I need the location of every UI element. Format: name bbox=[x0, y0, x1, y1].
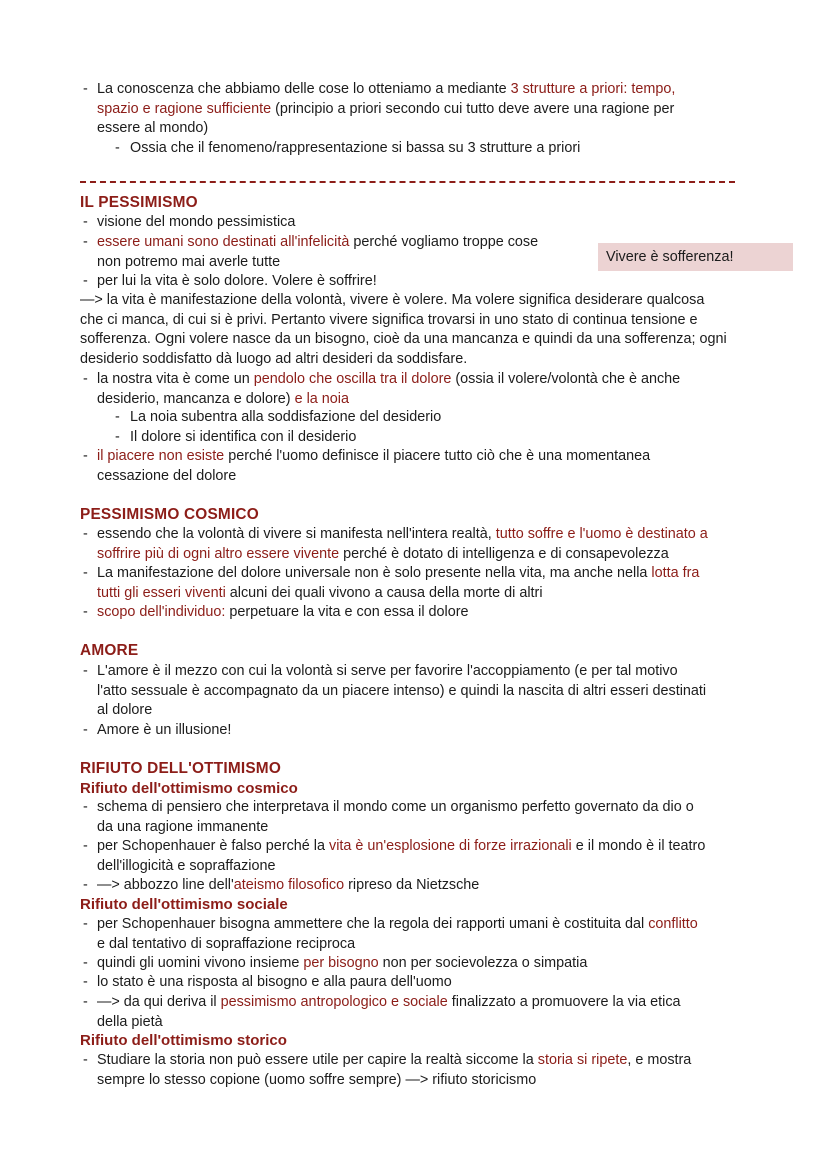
rst-b1-text-2: , e mostra bbox=[627, 1052, 692, 1068]
rifiuto-sociale-bullet-4 bbox=[83, 993, 681, 1032]
amore-b1-line: l'atto sessuale è accompagnato da un piacere intenso) e quindi la nascita di altri esseri destinati bbox=[97, 682, 707, 699]
rs-b4-text: —> da qui deriva il bbox=[97, 994, 221, 1010]
paragraph-line: sofferenza. Ogni volere nasce da un bisogno, cioè da una mancanza e quindi da una sofferenza; ogni bbox=[80, 331, 727, 348]
rifiuto-sociale-bullet-2 bbox=[83, 954, 587, 974]
intro-sub-bullet bbox=[115, 139, 580, 159]
amore-b1-line: al dolore bbox=[97, 702, 153, 719]
pessimismo-b4-text-3: desiderio, mancanza e dolore) bbox=[97, 390, 291, 407]
rs-b4-highlight: pessimismo antropologico e sociale bbox=[220, 994, 448, 1010]
cosmico-b2-highlight: lotta fra bbox=[651, 565, 700, 581]
rs-b4-text-3: della pietà bbox=[97, 1013, 163, 1030]
cosmico-b2-highlight-2: tutti gli esseri viventi bbox=[97, 584, 226, 601]
pessimismo-sub-2 bbox=[115, 428, 356, 448]
pessimismo-b5-text-2: cessazione del dolore bbox=[97, 467, 237, 484]
rifiuto-cosmico-bullet-1 bbox=[83, 798, 694, 837]
rifiuto-cosmico-b1-line: - schema di pensiero che interpretava il mondo come un organismo perfetto governato da dio o bbox=[97, 799, 694, 815]
section-divider bbox=[80, 181, 735, 183]
pessimismo-bullet-1 bbox=[83, 213, 295, 233]
pessimismo-bullet-4 bbox=[83, 370, 680, 409]
rifiuto-sociale-heading: Rifiuto dell'ottimismo sociale bbox=[80, 896, 288, 913]
cosmico-b1-text-2: perché è dotato di intelligenza e di consapevolezza bbox=[339, 545, 669, 562]
rs-b2-highlight: per bisogno bbox=[303, 955, 379, 971]
pessimismo-heading: IL PESSIMISMO bbox=[80, 194, 198, 211]
cosmico-bullet-1 bbox=[83, 525, 708, 564]
pessimismo-b4-text: la nostra vita è come un bbox=[97, 371, 254, 387]
rifiuto-storico-heading: Rifiuto dell'ottimismo storico bbox=[80, 1032, 287, 1049]
amore-bullet-2 bbox=[83, 721, 231, 741]
cosmico-b1-highlight: tutto soffre e l'uomo è destinato a bbox=[495, 526, 708, 542]
rst-b1-highlight: storia si ripete bbox=[537, 1052, 628, 1068]
rifiuto-sociale-bullet-3 bbox=[83, 973, 452, 993]
rst-b1-text: Studiare la storia non può essere utile per capire la realtà siccome la bbox=[97, 1052, 538, 1068]
intro-highlight-2: spazio e ragione sufficiente bbox=[97, 100, 272, 117]
amore-heading: AMORE bbox=[80, 642, 139, 659]
pessimismo-b4-text-2: (ossia il volere/volontà che è anche bbox=[451, 371, 681, 387]
rifiuto-cosmico-b1-line: da una ragione immanente bbox=[97, 818, 269, 835]
cosmico-bullet-3 bbox=[83, 603, 469, 623]
intro-text-2: (principio a priori secondo cui tutto deve avere una ragione per bbox=[271, 100, 675, 117]
rifiuto-cosmico-bullet-3 bbox=[83, 876, 479, 896]
paragraph-line: —> la vita è manifestazione della volontà, vivere è volere. Ma volere significa desiderare qualcosa bbox=[80, 292, 705, 308]
rc-b2-text: per Schopenhauer è falso perché la bbox=[97, 838, 330, 854]
rc-b2-text-3: dell'illogicità e sopraffazione bbox=[97, 857, 276, 874]
rs-b2-text: quindi gli uomini vivono insieme bbox=[97, 955, 304, 971]
rs-b4-text-2: finalizzato a promuovere la via etica bbox=[447, 994, 681, 1010]
rs-b1-highlight: conflitto bbox=[648, 916, 698, 932]
rifiuto-heading: RIFIUTO DELL'OTTIMISMO bbox=[80, 760, 281, 777]
rc-b2-highlight: vita è un'esplosione di forze irrazionali bbox=[329, 838, 572, 854]
amore-b2-text: - Amore è un illusione! bbox=[97, 722, 232, 738]
intro-bullet-1 bbox=[83, 80, 675, 139]
rifiuto-storico-bullet-1 bbox=[83, 1051, 691, 1090]
pessimismo-b4-highlight-2: e la noia bbox=[290, 390, 349, 407]
paragraph-line: desiderio soddisfatto dà luogo ad altri desideri da soddisfare. bbox=[80, 350, 468, 367]
rs-b1-text: per Schopenhauer bisogna ammettere che la regola dei rapporti umani è costituita dal bbox=[97, 916, 649, 932]
amore-bullet-1 bbox=[83, 662, 706, 721]
intro-text: La conoscenza che abbiamo delle cose lo otteniamo a mediante bbox=[97, 81, 511, 97]
rifiuto-cosmico-bullet-2 bbox=[83, 837, 705, 876]
cosmico-b3-highlight: scopo dell'individuo: bbox=[97, 604, 226, 620]
pessimismo-sub-1 bbox=[115, 408, 441, 428]
cosmico-b1-text: essendo che la volontà di vivere si manifesta nell'intera realtà, bbox=[97, 526, 496, 542]
pessimismo-b5-text: perché l'uomo definisce il piacere tutto ciò che è una momentanea bbox=[224, 448, 651, 464]
intro-highlight: 3 strutture a priori: tempo, bbox=[510, 81, 676, 97]
rs-b1-text-2: e dal tentativo di sopraffazione reciproca bbox=[97, 935, 356, 952]
amore-b1-line: - L'amore è il mezzo con cui la volontà si serve per favorire l'accoppiamento (e per tal motivo bbox=[97, 663, 678, 679]
pessimismo-b2-highlight: essere umani sono destinati all'infelicità bbox=[97, 234, 350, 250]
rs-b3-text: - lo stato è una risposta al bisogno e alla paura dell'uomo bbox=[97, 974, 452, 990]
pessimismo-paragraph bbox=[80, 291, 745, 369]
pessimismo-bullet-2 bbox=[83, 233, 538, 272]
pessimismo-b2-text-2: non potremo mai averle tutte bbox=[97, 253, 281, 270]
pessimismo-b2-text: perché vogliamo troppe cose bbox=[349, 234, 539, 250]
pessimismo-bullet-3 bbox=[83, 272, 377, 292]
rst-b1-text-3: sempre lo stesso copione (uomo soffre sempre) —> rifiuto storicismo bbox=[97, 1071, 537, 1088]
pessimismo-b4-highlight: pendolo che oscilla tra il dolore bbox=[253, 371, 452, 387]
cosmico-b2-text-2: alcuni dei quali vivono a causa della morte di altri bbox=[225, 584, 543, 601]
pessimismo-sub1-text: - La noia subentra alla soddisfazione del desiderio bbox=[130, 409, 442, 425]
rifiuto-sociale-bullet-1 bbox=[83, 915, 698, 954]
rc-b2-text-2: e il mondo è il teatro bbox=[571, 838, 706, 854]
pessimismo-b1-text: - visione del mondo pessimistica bbox=[97, 214, 296, 230]
rc-b3-text-2: ripreso da Nietzsche bbox=[344, 877, 480, 893]
pessimismo-b5-highlight: il piacere non esiste bbox=[97, 448, 225, 464]
paragraph-line: che ci manca, di cui si è privi. Pertanto vivere significa trovarsi in uno stato di continua tensione e bbox=[80, 311, 698, 328]
pessimismo-bullet-5 bbox=[83, 447, 650, 486]
rs-b2-text-2: non per socievolezza o simpatia bbox=[378, 955, 588, 971]
cosmico-b1-highlight-2: soffrire più di ogni altro essere vivente bbox=[97, 545, 340, 562]
cosmico-heading: PESSIMISMO COSMICO bbox=[80, 506, 259, 523]
cosmico-b3-text: perpetuare la vita e con essa il dolore bbox=[225, 604, 469, 620]
intro-sub-text: - Ossia che il fenomeno/rappresentazione si bassa su 3 strutture a priori bbox=[130, 140, 581, 156]
rc-b3-text: —> abbozzo line dell' bbox=[97, 877, 234, 893]
rc-b3-highlight: ateismo filosofico bbox=[233, 877, 345, 893]
pessimismo-b3-text: - per lui la vita è solo dolore. Volere è soffrire! bbox=[97, 273, 377, 289]
cosmico-bullet-2 bbox=[83, 564, 699, 603]
intro-text-3: essere al mondo) bbox=[97, 120, 209, 137]
pessimismo-sub2-text: - Il dolore si identifica con il desiderio bbox=[130, 429, 357, 445]
cosmico-b2-text: La manifestazione del dolore universale non è solo presente nella vita, ma anche nella bbox=[97, 565, 652, 581]
rifiuto-cosmico-heading: Rifiuto dell'ottimismo cosmico bbox=[80, 780, 298, 797]
side-note: Vivere è sofferenza! bbox=[598, 243, 793, 271]
